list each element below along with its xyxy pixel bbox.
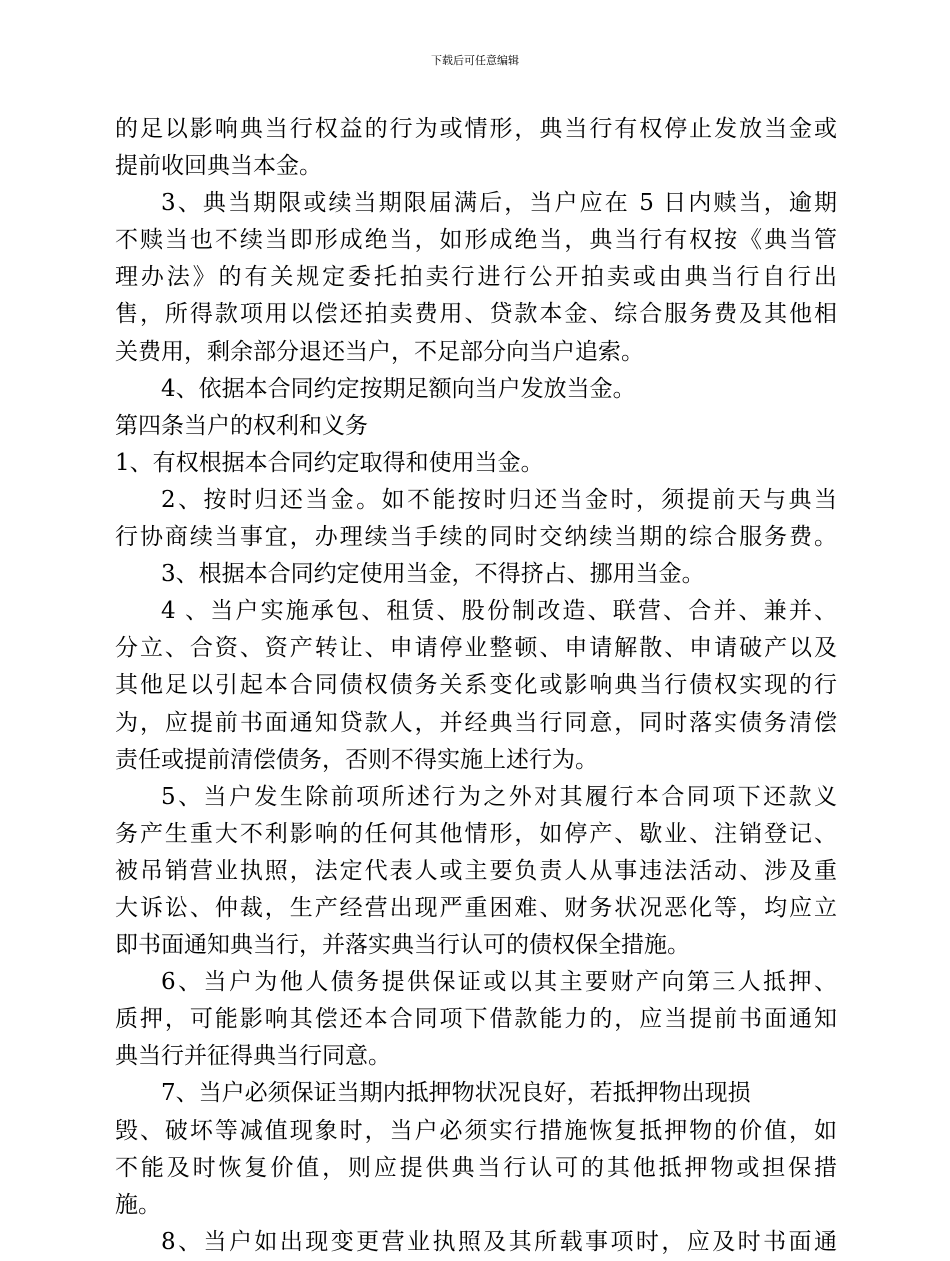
text-line: 售，所得款项用以偿还拍卖费用、贷款本金、综合服务费及其他相 <box>115 301 837 328</box>
text-line: 责任或提前清偿债务，否则不得实施上述行为。 <box>115 746 598 773</box>
text-line: 提前收回典当本金。 <box>115 153 322 180</box>
text-line: 4 、当户实施承包、租赁、股份制改造、联营、合并、兼并、 <box>161 598 837 625</box>
text-line: 2、按时归还当金。如不能按时归还当金时，须提前天与典当 <box>161 486 837 513</box>
text-line: 3、典当期限或续当期限届满后，当户应在 5 日内赎当，逾期 <box>161 190 837 217</box>
text-line: 即书面通知典当行，并落实典当行认可的债权保全措施。 <box>115 932 690 959</box>
text-line: 典当行并征得典当行同意。 <box>115 1043 391 1070</box>
text-line: 施。 <box>115 1191 161 1218</box>
text-line: 第四条当户的权利和义务 <box>115 412 368 439</box>
text-line: 6、当户为他人债务提供保证或以其主要财产向第三人抵押、 <box>161 969 837 996</box>
text-line: 其他足以引起本合同债权债务关系变化或影响典当行债权实现的行 <box>115 672 837 699</box>
text-line: 不能及时恢复价值，则应提供典当行认可的其他抵押物或担保措 <box>115 1154 837 1181</box>
text-line: 的足以影响典当行权益的行为或情形，典当行有权停止发放当金或 <box>115 116 837 142</box>
text-line: 大诉讼、仲裁，生产经营出现严重困难、财务状况恶化等，均应立 <box>115 894 837 921</box>
text-line: 4、依据本合同约定按期足额向当户发放当金。 <box>161 375 636 402</box>
text-line: 不赎当也不续当即形成绝当，如形成绝当，典当行有权按《典当管 <box>115 227 837 254</box>
text-line: 质押，可能影响其偿还本合同项下借款能力的，应当提前书面通知 <box>115 1006 837 1033</box>
text-line: 被吊销营业执照，法定代表人或主要负责人从事违法活动、涉及重 <box>115 857 837 884</box>
text-line: 务产生重大不利影响的任何其他情形，如停产、歇业、注销登记、 <box>115 820 837 847</box>
text-line: 7、当户必须保证当期内抵押物状况良好，若抵押物出现损 <box>161 1080 751 1107</box>
text-line: 3、根据本合同约定使用当金，不得挤占、挪用当金。 <box>161 561 705 588</box>
text-line: 行协商续当事宜，办理续当手续的同时交纳续当期的综合服务费。 <box>115 524 837 551</box>
text-line: 5、当户发生除前项所述行为之外对其履行本合同项下还款义 <box>161 783 837 810</box>
text-line: 理办法》的有关规定委托拍卖行进行公开拍卖或由典当行自行出 <box>115 264 837 291</box>
text-line: 毁、破坏等减值现象时，当户必须实行措施恢复抵押物的价值，如 <box>115 1117 837 1144</box>
text-line: 8、当户如出现变更营业执照及其所载事项时，应及时书面通 <box>161 1228 837 1255</box>
page-header: 下载后可任意编辑 <box>431 54 519 67</box>
text-line: 关费用，剩余部分退还当户，不足部分向当户追索。 <box>115 338 644 365</box>
document-body <box>115 111 837 1261</box>
text-line: 分立、合资、资产转让、申请停业整顿、申请解散、申请破产以及 <box>115 635 837 662</box>
text-line: 1、有权根据本合同约定取得和使用当金。 <box>115 449 544 476</box>
text-line: 为，应提前书面通知贷款人，并经典当行同意，同时落实债务清偿 <box>115 709 837 736</box>
